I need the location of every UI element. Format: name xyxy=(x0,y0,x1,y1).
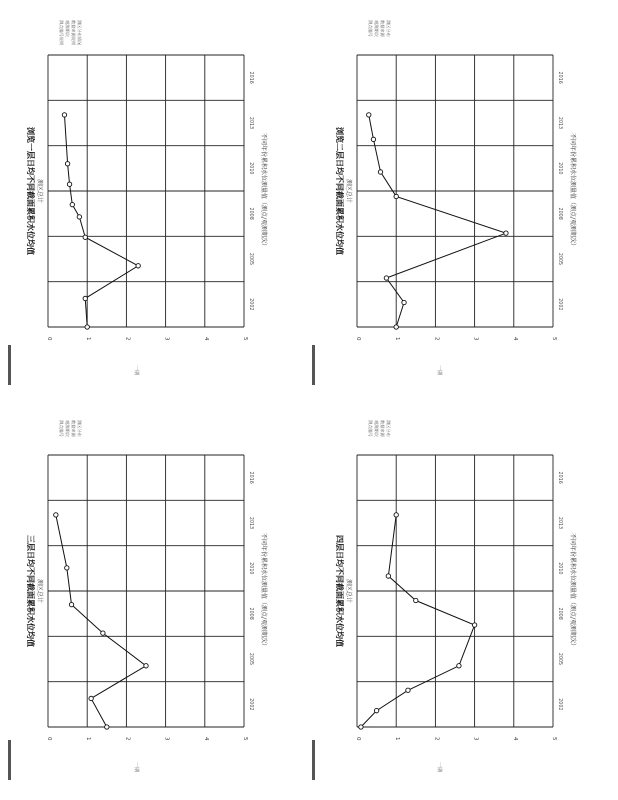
data-point xyxy=(144,664,148,668)
category-tick-label: 2008 xyxy=(557,207,562,220)
chart-bottom-right xyxy=(309,400,618,800)
legend-entry: 观测期次 xyxy=(65,420,70,437)
data-point xyxy=(70,202,74,206)
data-point xyxy=(402,300,406,304)
chart-subtitle: 测区总计 xyxy=(345,178,352,204)
data-point xyxy=(65,566,69,570)
legend-entry: 数据来源 xyxy=(380,20,385,37)
data-point xyxy=(394,325,398,329)
data-point xyxy=(67,182,71,186)
category-tick-label: 2013 xyxy=(557,116,562,130)
plot-svg xyxy=(0,0,309,400)
chart-subtitle: 测区总计 xyxy=(36,578,43,604)
legend-entry: 测区分布 xyxy=(386,20,391,37)
data-point xyxy=(374,708,378,712)
series-line xyxy=(361,515,475,727)
value-tick-label: 0 xyxy=(355,737,361,741)
x-axis-label: 不同年份累积水位测量值（测点/观测期次） xyxy=(569,132,576,250)
right-margin-mark xyxy=(312,345,315,385)
x-axis-label: 不同年份累积水位测量值（测点/观测期次） xyxy=(569,532,576,650)
data-point xyxy=(384,276,388,280)
plot-svg xyxy=(309,400,618,800)
data-point xyxy=(101,631,105,635)
category-tick-label: 2005 xyxy=(557,652,562,666)
value-tick-label: 1 xyxy=(85,337,92,341)
series-line xyxy=(64,115,138,327)
right-margin-mark-bottom xyxy=(312,740,315,780)
category-tick-label: 2002 xyxy=(248,698,253,711)
chart-title: 四层日均不同截面累积水位均值 xyxy=(335,535,344,647)
legend-entry: 测点编号 xyxy=(59,420,64,437)
legend-entry: 测点编号 xyxy=(368,420,373,437)
data-point xyxy=(136,264,140,268)
left-margin-mark-bottom xyxy=(8,740,11,780)
chart-bottom-left xyxy=(0,400,309,800)
value-tick-label: 4 xyxy=(511,337,518,341)
data-point xyxy=(65,162,69,166)
data-point xyxy=(62,113,66,117)
category-tick-label: 2002 xyxy=(248,298,253,311)
chart-subtitle: 测区总计 xyxy=(36,178,43,204)
data-point xyxy=(359,725,363,729)
plot-svg xyxy=(0,400,309,800)
category-tick-label: 2013 xyxy=(248,116,253,130)
data-point xyxy=(105,725,109,729)
category-tick-label: 2010 xyxy=(557,562,562,575)
value-tick-label: 2 xyxy=(433,737,440,741)
category-tick-label: 2010 xyxy=(248,562,253,575)
value-tick-label: 5 xyxy=(242,737,248,741)
category-tick-label: 2016 xyxy=(557,71,562,84)
chart-title: 浏览一层日均不同截面累积水位均值 xyxy=(26,127,35,255)
value-tick-label: 0 xyxy=(46,737,52,741)
data-point xyxy=(394,513,398,517)
value-tick-label: 5 xyxy=(242,337,248,341)
plot-svg xyxy=(309,0,618,400)
data-point xyxy=(472,623,476,627)
legend-entry: 测点编号说明 xyxy=(59,20,64,46)
x-axis-label: 不同年份累积水位测量值（测点/观测期次） xyxy=(260,132,267,250)
category-tick-label: 2016 xyxy=(248,71,253,84)
value-tick-label: 3 xyxy=(163,337,170,341)
left-margin-mark xyxy=(8,345,11,385)
value-tick-label: 4 xyxy=(202,337,209,341)
category-tick-label: 2013 xyxy=(557,516,562,530)
legend-entry: 观测期次 xyxy=(374,20,379,37)
data-point xyxy=(54,513,58,517)
value-tick-label: 3 xyxy=(472,337,479,341)
value-tick-label: 5 xyxy=(551,337,557,341)
category-tick-label: 2013 xyxy=(248,516,253,530)
value-tick-label: 0 xyxy=(46,337,52,341)
data-point xyxy=(378,170,382,174)
legend-entry: 测区分布情况 xyxy=(77,20,82,46)
data-point xyxy=(414,598,418,602)
legend-entry: 观测期次 xyxy=(65,20,70,37)
data-point xyxy=(406,688,410,692)
value-tick-label: 1 xyxy=(394,737,401,741)
data-point xyxy=(457,664,461,668)
value-tick-label: 1 xyxy=(85,737,92,741)
data-point xyxy=(83,296,87,300)
category-tick-label: 2002 xyxy=(557,698,562,711)
data-point xyxy=(394,194,398,198)
category-tick-label: 2010 xyxy=(248,162,253,175)
category-tick-label: 2008 xyxy=(557,607,562,620)
category-tick-label: 2016 xyxy=(557,471,562,484)
value-tick-label: 2 xyxy=(124,737,131,741)
data-point xyxy=(504,231,508,235)
value-tick-label: 2 xyxy=(124,337,131,341)
data-point xyxy=(367,113,371,117)
data-point xyxy=(83,235,87,239)
footer-label-right-bottom: 一期 xyxy=(436,762,442,773)
value-tick-label: 3 xyxy=(163,737,170,741)
category-tick-label: 2008 xyxy=(248,607,253,620)
chart-top-right xyxy=(309,0,618,400)
x-axis-label: 不同年份累积水位测量值（测点/观测期次） xyxy=(260,532,267,650)
value-tick-label: 4 xyxy=(511,737,518,741)
category-tick-label: 2005 xyxy=(248,252,253,266)
series-line xyxy=(369,115,506,327)
category-tick-label: 2002 xyxy=(557,298,562,311)
value-tick-label: 1 xyxy=(394,337,401,341)
legend-entry: 数据来源 xyxy=(71,420,76,437)
category-tick-label: 2008 xyxy=(248,207,253,220)
series-line xyxy=(56,515,146,727)
data-point xyxy=(89,696,93,700)
chart-title: 浏览二层日均不同截面累积水位均值 xyxy=(335,127,344,255)
footer-label-left-bottom: 一期 xyxy=(133,762,139,773)
legend-entry: 测点编号 xyxy=(368,20,373,37)
data-point xyxy=(85,325,89,329)
category-tick-label: 2016 xyxy=(248,471,253,484)
chart-title: 三层日均不同截面累积水位均值 xyxy=(26,535,35,647)
footer-label-right: 一期 xyxy=(436,365,442,376)
data-point xyxy=(69,602,73,606)
legend-entry: 测区分布 xyxy=(386,420,391,437)
value-tick-label: 2 xyxy=(433,337,440,341)
category-tick-label: 2005 xyxy=(557,252,562,266)
footer-label-left: 一期 xyxy=(133,365,139,376)
data-point xyxy=(371,137,375,141)
category-tick-label: 2010 xyxy=(557,162,562,175)
data-point xyxy=(386,574,390,578)
chart-top-left xyxy=(0,0,309,400)
value-tick-label: 3 xyxy=(472,737,479,741)
legend-entry: 数据来源 xyxy=(380,420,385,437)
legend-entry: 测区分布 xyxy=(77,420,82,437)
category-tick-label: 2005 xyxy=(248,652,253,666)
legend-entry: 数据来源说明 xyxy=(71,20,76,46)
value-tick-label: 0 xyxy=(355,337,361,341)
value-tick-label: 5 xyxy=(551,737,557,741)
chart-subtitle: 测区总计 xyxy=(345,578,352,604)
data-point xyxy=(77,215,81,219)
value-tick-label: 4 xyxy=(202,737,209,741)
legend-entry: 观测期次 xyxy=(374,420,379,437)
